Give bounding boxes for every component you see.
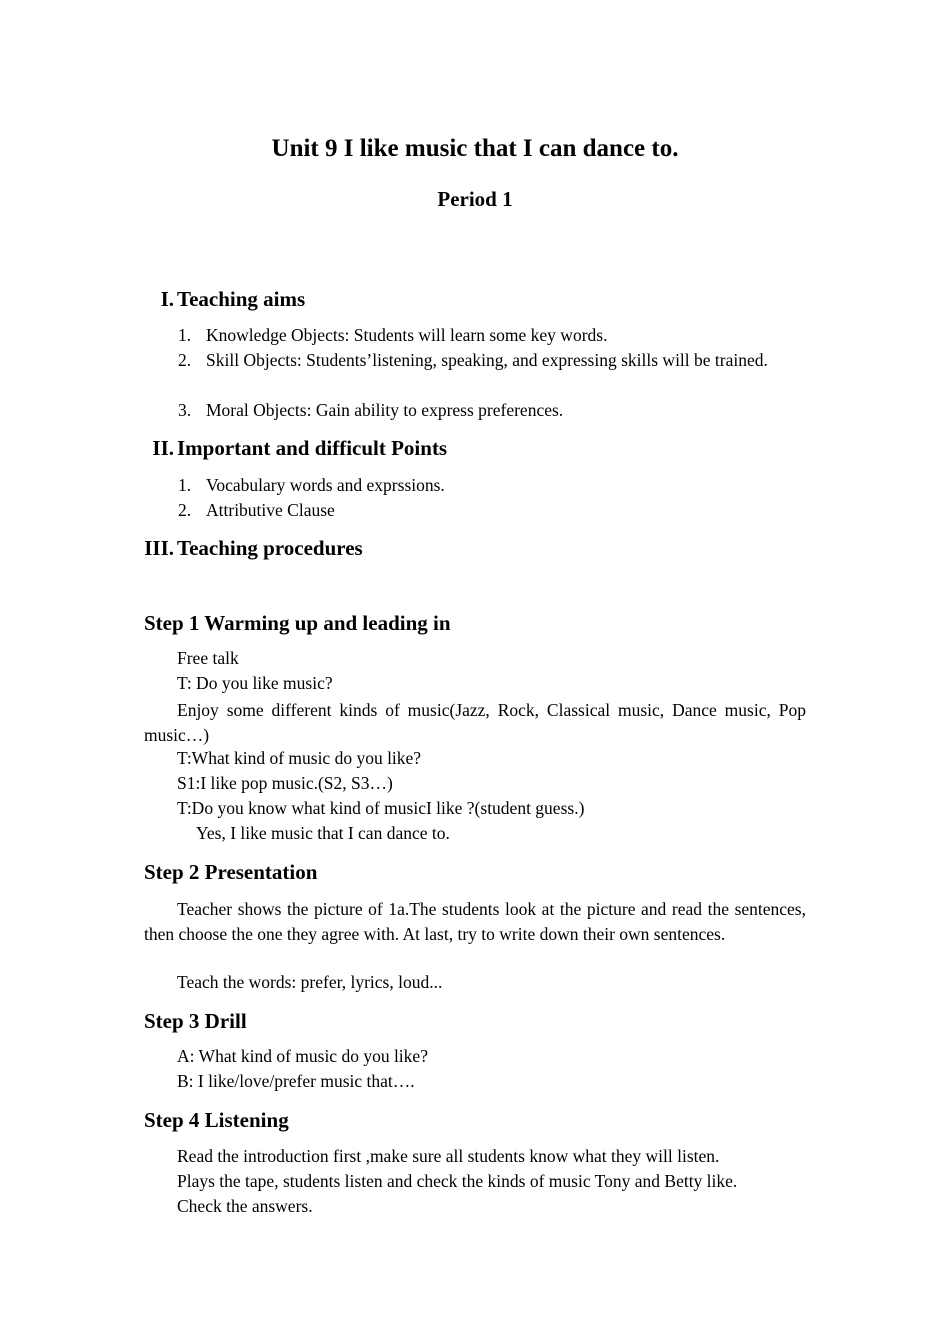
section-title: Important and difficult Points (177, 436, 448, 460)
step-heading: Step 1 Warming up and leading in (144, 611, 451, 635)
list-text: Attributive Clause (206, 500, 335, 520)
step-line: B: I like/love/prefer music that…. (177, 1071, 415, 1091)
list-number: 1. (178, 475, 192, 495)
step-paragraph: Enjoy some different kinds of music(Jazz, Rock, Classical music, Dance music, Pop music…) (144, 700, 806, 745)
document-subtitle: Period 1 (437, 187, 513, 211)
step-line: Teach the words: prefer, lyrics, loud... (177, 972, 443, 992)
list-number: 1. (178, 325, 192, 345)
document-title: Unit 9 I like music that I can dance to. (271, 135, 679, 162)
list-number: 2. (178, 350, 192, 370)
step-heading: Step 4 Listening (144, 1108, 289, 1132)
list-text: Skill Objects: Students’listening, speaking, and expressing skills will be trained. (206, 350, 768, 370)
step-line: T:Do you know what kind of musicI like ?(student guess.) (177, 798, 585, 818)
step-paragraph: Teacher shows the picture of 1a.The students look at the picture and read the sentences, then choose the one they agree with. At last, try to write down their own sentences. (144, 899, 806, 944)
section-numeral: III. (144, 536, 174, 560)
step-line: Yes, I like music that I can dance to. (196, 823, 450, 843)
list-text: Vocabulary words and exprssions. (206, 475, 445, 495)
list-number: 2. (178, 500, 192, 520)
step-line: Free talk (177, 648, 239, 668)
list-number: 3. (178, 400, 192, 420)
step-line: A: What kind of music do you like? (177, 1046, 428, 1066)
section-title: Teaching procedures (177, 536, 363, 560)
step-line: S1:I like pop music.(S2, S3…) (177, 773, 393, 793)
step-line: T: Do you like music? (177, 673, 333, 693)
step-line: Read the introduction first ,make sure all students know what they will listen. (177, 1146, 720, 1166)
step-line: Plays the tape, students listen and check the kinds of music Tony and Betty like. (177, 1171, 738, 1191)
list-text: Knowledge Objects: Students will learn some key words. (206, 325, 608, 345)
section-numeral: II. (152, 436, 174, 460)
step-line: Check the answers. (177, 1196, 313, 1216)
step-line: T:What kind of music do you like? (177, 748, 422, 768)
section-title: Teaching aims (177, 287, 306, 311)
step-heading: Step 2 Presentation (144, 860, 318, 884)
list-text: Moral Objects: Gain ability to express preferences. (206, 400, 564, 420)
step-heading: Step 3 Drill (144, 1009, 247, 1033)
section-numeral: I. (160, 287, 174, 311)
